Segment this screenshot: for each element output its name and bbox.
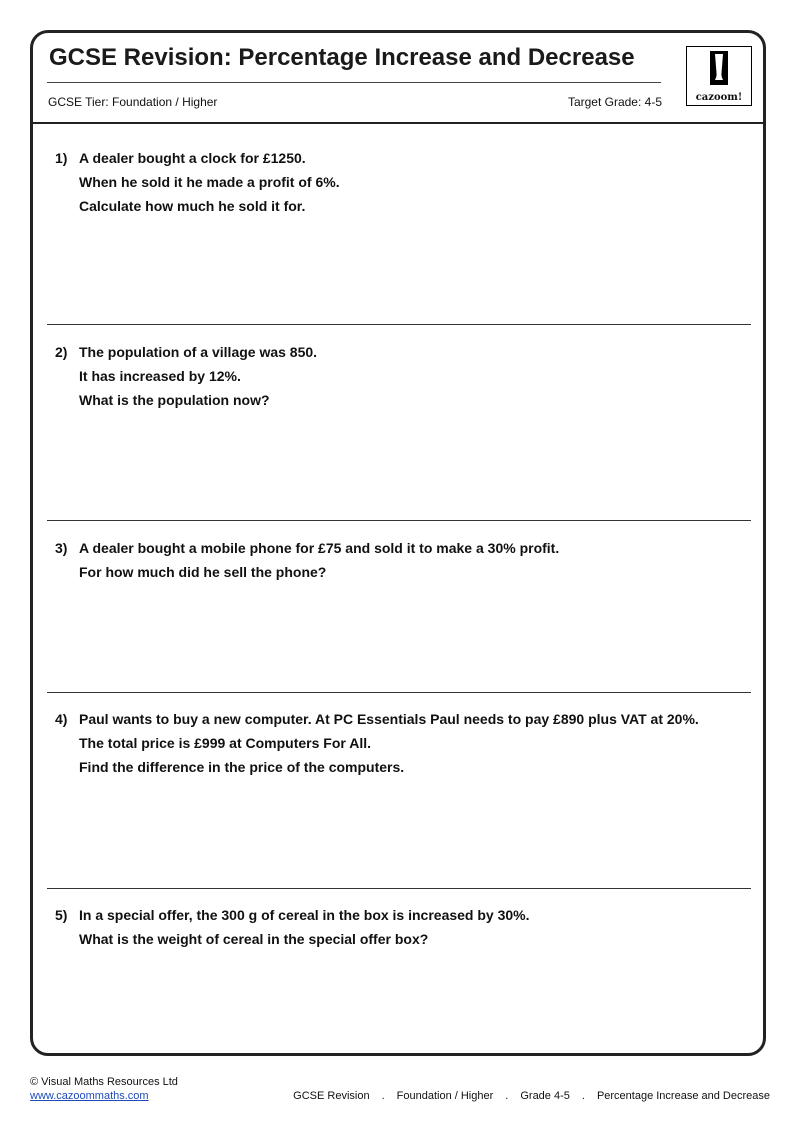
question-number: 3) [55, 540, 68, 556]
footer-separator: . [581, 1090, 585, 1102]
footer-crumb: Foundation / Higher [396, 1090, 494, 1102]
question-text-line: For how much did he sell the phone? [79, 564, 327, 580]
footer-crumb: GCSE Revision [293, 1090, 370, 1102]
question-text-line: The population of a village was 850. [79, 344, 318, 360]
logo-text: cazoom! [695, 92, 743, 103]
question-text-line: A dealer bought a clock for £1250. [79, 150, 306, 166]
header-divider [33, 122, 765, 124]
tier-label: GCSE Tier: Foundation / Higher [48, 95, 218, 109]
title-divider [47, 82, 661, 83]
website-link[interactable]: www.cazoommaths.com [30, 1090, 149, 1102]
question-divider [47, 324, 751, 325]
question-divider [47, 520, 751, 521]
question-number: 1) [55, 150, 68, 166]
question-text-line: What is the weight of cereal in the special offer box? [79, 931, 429, 947]
question-text-line: What is the population now? [79, 392, 270, 408]
footer-crumb: Grade 4-5 [520, 1090, 570, 1102]
question-divider [47, 888, 751, 889]
cazoom-logo [686, 46, 752, 106]
footer-breadcrumb [293, 1090, 770, 1102]
question-text-line: In a special offer, the 300 g of cereal in the box is increased by 30%. [79, 907, 530, 923]
question-text-line: Calculate how much he sold it for. [79, 198, 306, 214]
question-text-line: When he sold it he made a profit of 6%. [79, 174, 340, 190]
page-title: GCSE Revision: Percentage Increase and Decrease [49, 44, 635, 71]
footer-left [30, 1075, 178, 1103]
question-divider [47, 692, 751, 693]
question-number: 5) [55, 907, 68, 923]
target-grade-label: Target Grade: 4-5 [567, 95, 662, 109]
question-text-line: The total price is £999 at Computers For All. [79, 735, 371, 751]
question-number: 4) [55, 711, 68, 727]
question-text-line: Paul wants to buy a new computer. At PC Essentials Paul needs to pay £890 plus VAT at 20%. [79, 711, 699, 727]
footer-separator: . [505, 1090, 509, 1102]
question-text-line: Find the difference in the price of the computers. [79, 759, 405, 775]
copyright-text: © Visual Maths Resources Ltd [30, 1076, 178, 1088]
footer-crumb: Percentage Increase and Decrease [596, 1090, 770, 1102]
footer-separator: . [381, 1090, 385, 1102]
question-text-line: It has increased by 12%. [79, 368, 241, 384]
question-number: 2) [55, 344, 68, 360]
cup-icon [708, 51, 730, 87]
question-text-line: A dealer bought a mobile phone for £75 and sold it to make a 30% profit. [79, 540, 560, 556]
